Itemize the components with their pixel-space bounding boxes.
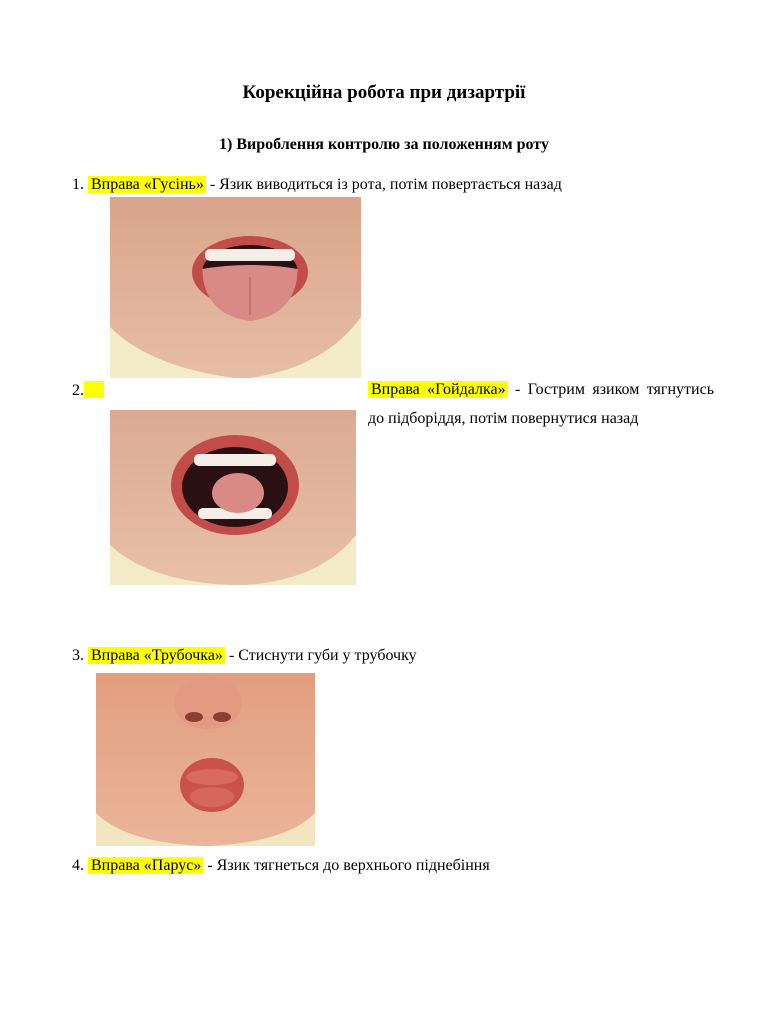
highlight-mark — [84, 381, 104, 398]
exercise-2 — [368, 375, 714, 433]
exercise-3-number: 3. — [72, 647, 84, 664]
face-open-mouth-tongue-down-photo — [110, 410, 356, 585]
exercise-4-description: - Язик тягнеться до верхнього піднебіння — [203, 857, 490, 874]
section-heading: 1) Вироблення контролю за положенням роту — [219, 136, 549, 153]
face-lips-tube-photo — [96, 673, 315, 846]
exercise-1-name: Вправа «Гусінь» — [88, 176, 206, 193]
face-tongue-out-photo — [110, 197, 361, 378]
exercise-2-name: Вправа «Гойдалка» — [368, 381, 508, 398]
exercise-2-description: - Гострим язиком тягнутись до підборіддя, потім повернутися назад — [368, 381, 714, 427]
exercise-3 — [72, 646, 417, 666]
exercise-1-description: - Язик виводиться із рота, потім повертається назад — [205, 176, 562, 193]
page-title: Корекційна робота при дизартрії — [242, 82, 526, 103]
exercise-3-name: Вправа «Трубочка» — [88, 647, 225, 664]
exercise-4 — [72, 856, 490, 876]
exercise-2-number: 2. — [72, 382, 84, 399]
exercise-4-name: Вправа «Парус» — [88, 857, 203, 874]
exercise-1 — [72, 175, 562, 195]
exercise-3-description: - Стиснути губи у трубочку — [224, 647, 417, 664]
exercise-4-number: 4. — [72, 857, 84, 874]
exercise-1-number: 1. — [72, 176, 84, 193]
exercise-2-number-row — [72, 381, 104, 401]
